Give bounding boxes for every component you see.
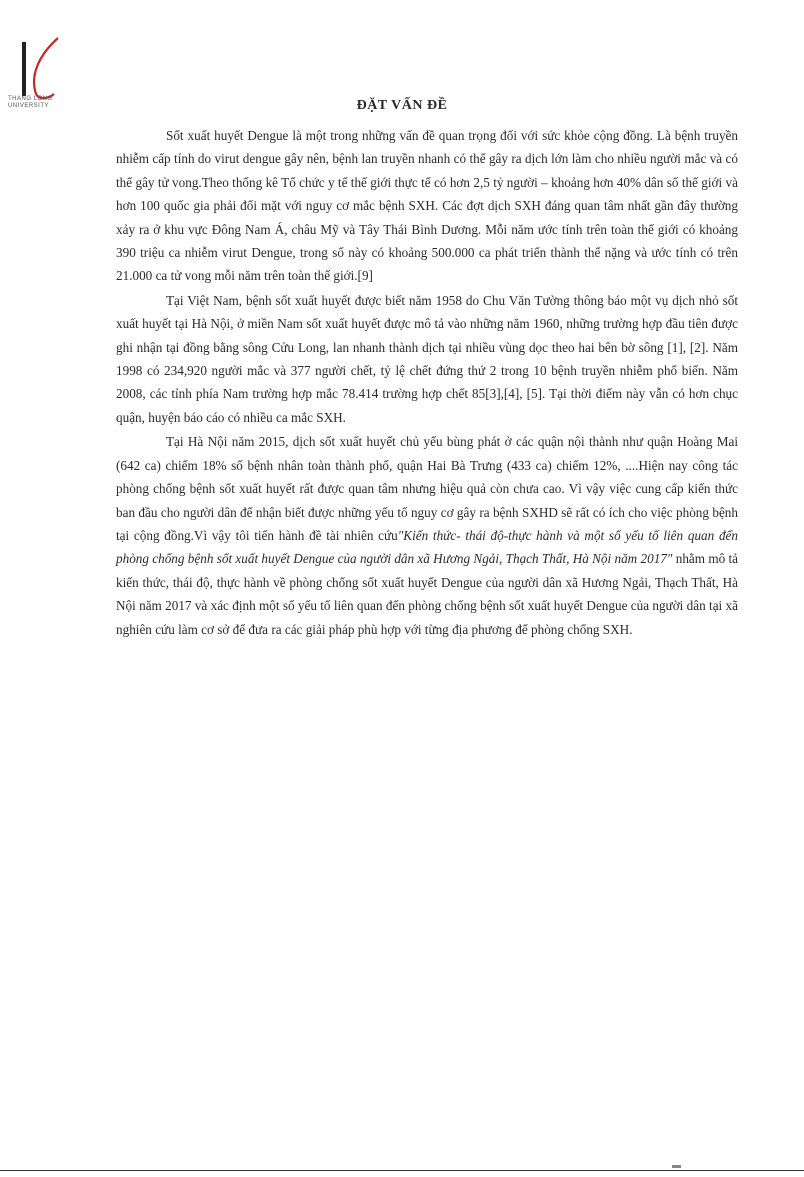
footer-rule: [0, 1170, 804, 1171]
paragraph-2: Tại Việt Nam, bệnh sốt xuất huyết được biết năm 1958 do Chu Văn Tường thông báo một vụ dịch nhỏ sốt xuất huyết tại Hà Nội, ở miền Nam sốt xuất huyết được mô tả vào những năm 1960, những trường hợp đầu tiên được ghi nhận tại đồng bằng sông Cửu Long, lan nhanh thành dịch tại nhiều vùng dọc theo hai bên bờ sông [1], [2]. Năm 1998 có 234,920 người mắc và 377 người chết, tỷ lệ chết đứng thứ 2 trong 10 bệnh truyền nhiễm phổ biến. Năm 2008, các tỉnh phía Nam trường hợp mắc 78.414 trường hợp chết 85[3],[4], [5]. Tại thời điểm này vẫn có hơn chục quận, huyện báo cáo có nhiều ca mắc SXH.: [116, 292, 738, 425]
paragraph-3: [116, 430, 738, 641]
paragraph-1: Sốt xuất huyết Dengue là một trong những vấn đề quan trọng đối với sức khỏe cộng đồng. Là bệnh truyền nhiễm cấp tính do virut dengue gây nên, bệnh lan truyền nhanh có thể gây ra dịch lớn làm cho nhiều người mắc và có thể gây tử vong.Theo thống kê Tổ chức y tế thế giới thực tế có hơn 2,5 tỷ người – khoảng hơn 40% dân số thế giới và hơn 100 quốc gia phải đối mặt với nguy cơ mắc bệnh SXH. Các đợt dịch SXH đáng quan tâm nhất gần đây thường xảy ra ở khu vực Đông Nam Á, châu Mỹ và Tây Thái Bình Dương. Mỗi năm ước tính trên toàn thế giới có khoảng 390 triệu ca nhiễm virut Dengue, trong số này có khoảng 500.000 ca phát triển thành thể nặng và ước tính có trên 21.000 ca tử vong mỗi năm trên toàn thế giới.[9]: [116, 128, 738, 284]
paragraph-3-text-end: nhằm mô tả kiến thức, thái độ, thực hành về phòng chống sốt xuất huyết Dengue của người dân xã Hương Ngải, Thạch Thất, Hà Nội năm 2017 và xác định một số yếu tố liên quan đến phòng chống bệnh sốt xuất huyết Dengue của người dân tại xã nghiên cứu làm cơ sở để đưa ra các giải pháp phù hợp với từng địa phương để phòng chống SXH.: [116, 551, 738, 637]
logo-caption-line1: THANG LONG: [8, 96, 53, 102]
logo-bar: [22, 42, 26, 96]
document-body: [116, 124, 738, 641]
logo-swoosh: [34, 38, 58, 98]
footer-mark: [672, 1165, 681, 1168]
paragraph-3-text: Tại Hà Nội năm 2015, dịch sốt xuất huyết chủ yếu bùng phát ở các quận nội thành như quận Hoàng Mai (642 ca) chiếm 18% số bệnh nhân toàn thành phố, quận Hai Bà Trưng (433 ca) chiếm 12%, ....Hiện nay công tác phòng chống bệnh sốt xuất huyết rất được quan tâm nhưng hiệu quả còn chưa cao. Vì vậy việc cung cấp kiến thức ban đầu cho người dân để nhận biết được những yếu tố nguy cơ gây ra bệnh SXHD sẽ rất có ích cho việc phòng bệnh tại cộng đồng.Vì vậy tôi tiến hành đề tài nhiên cứu: [116, 434, 738, 543]
study-title: "Kiến thức- thái độ-thực hành và một số yếu tố liên quan đến phòng chống bệnh sốt xuất huyết Dengue của người dân xã Hương Ngải, Thạch Thất, Hà Nội năm 2017": [116, 527, 738, 567]
page-title: ĐẶT VẤN ĐỀ: [356, 98, 448, 113]
logo-caption-line2: UNIVERSITY: [8, 103, 50, 109]
